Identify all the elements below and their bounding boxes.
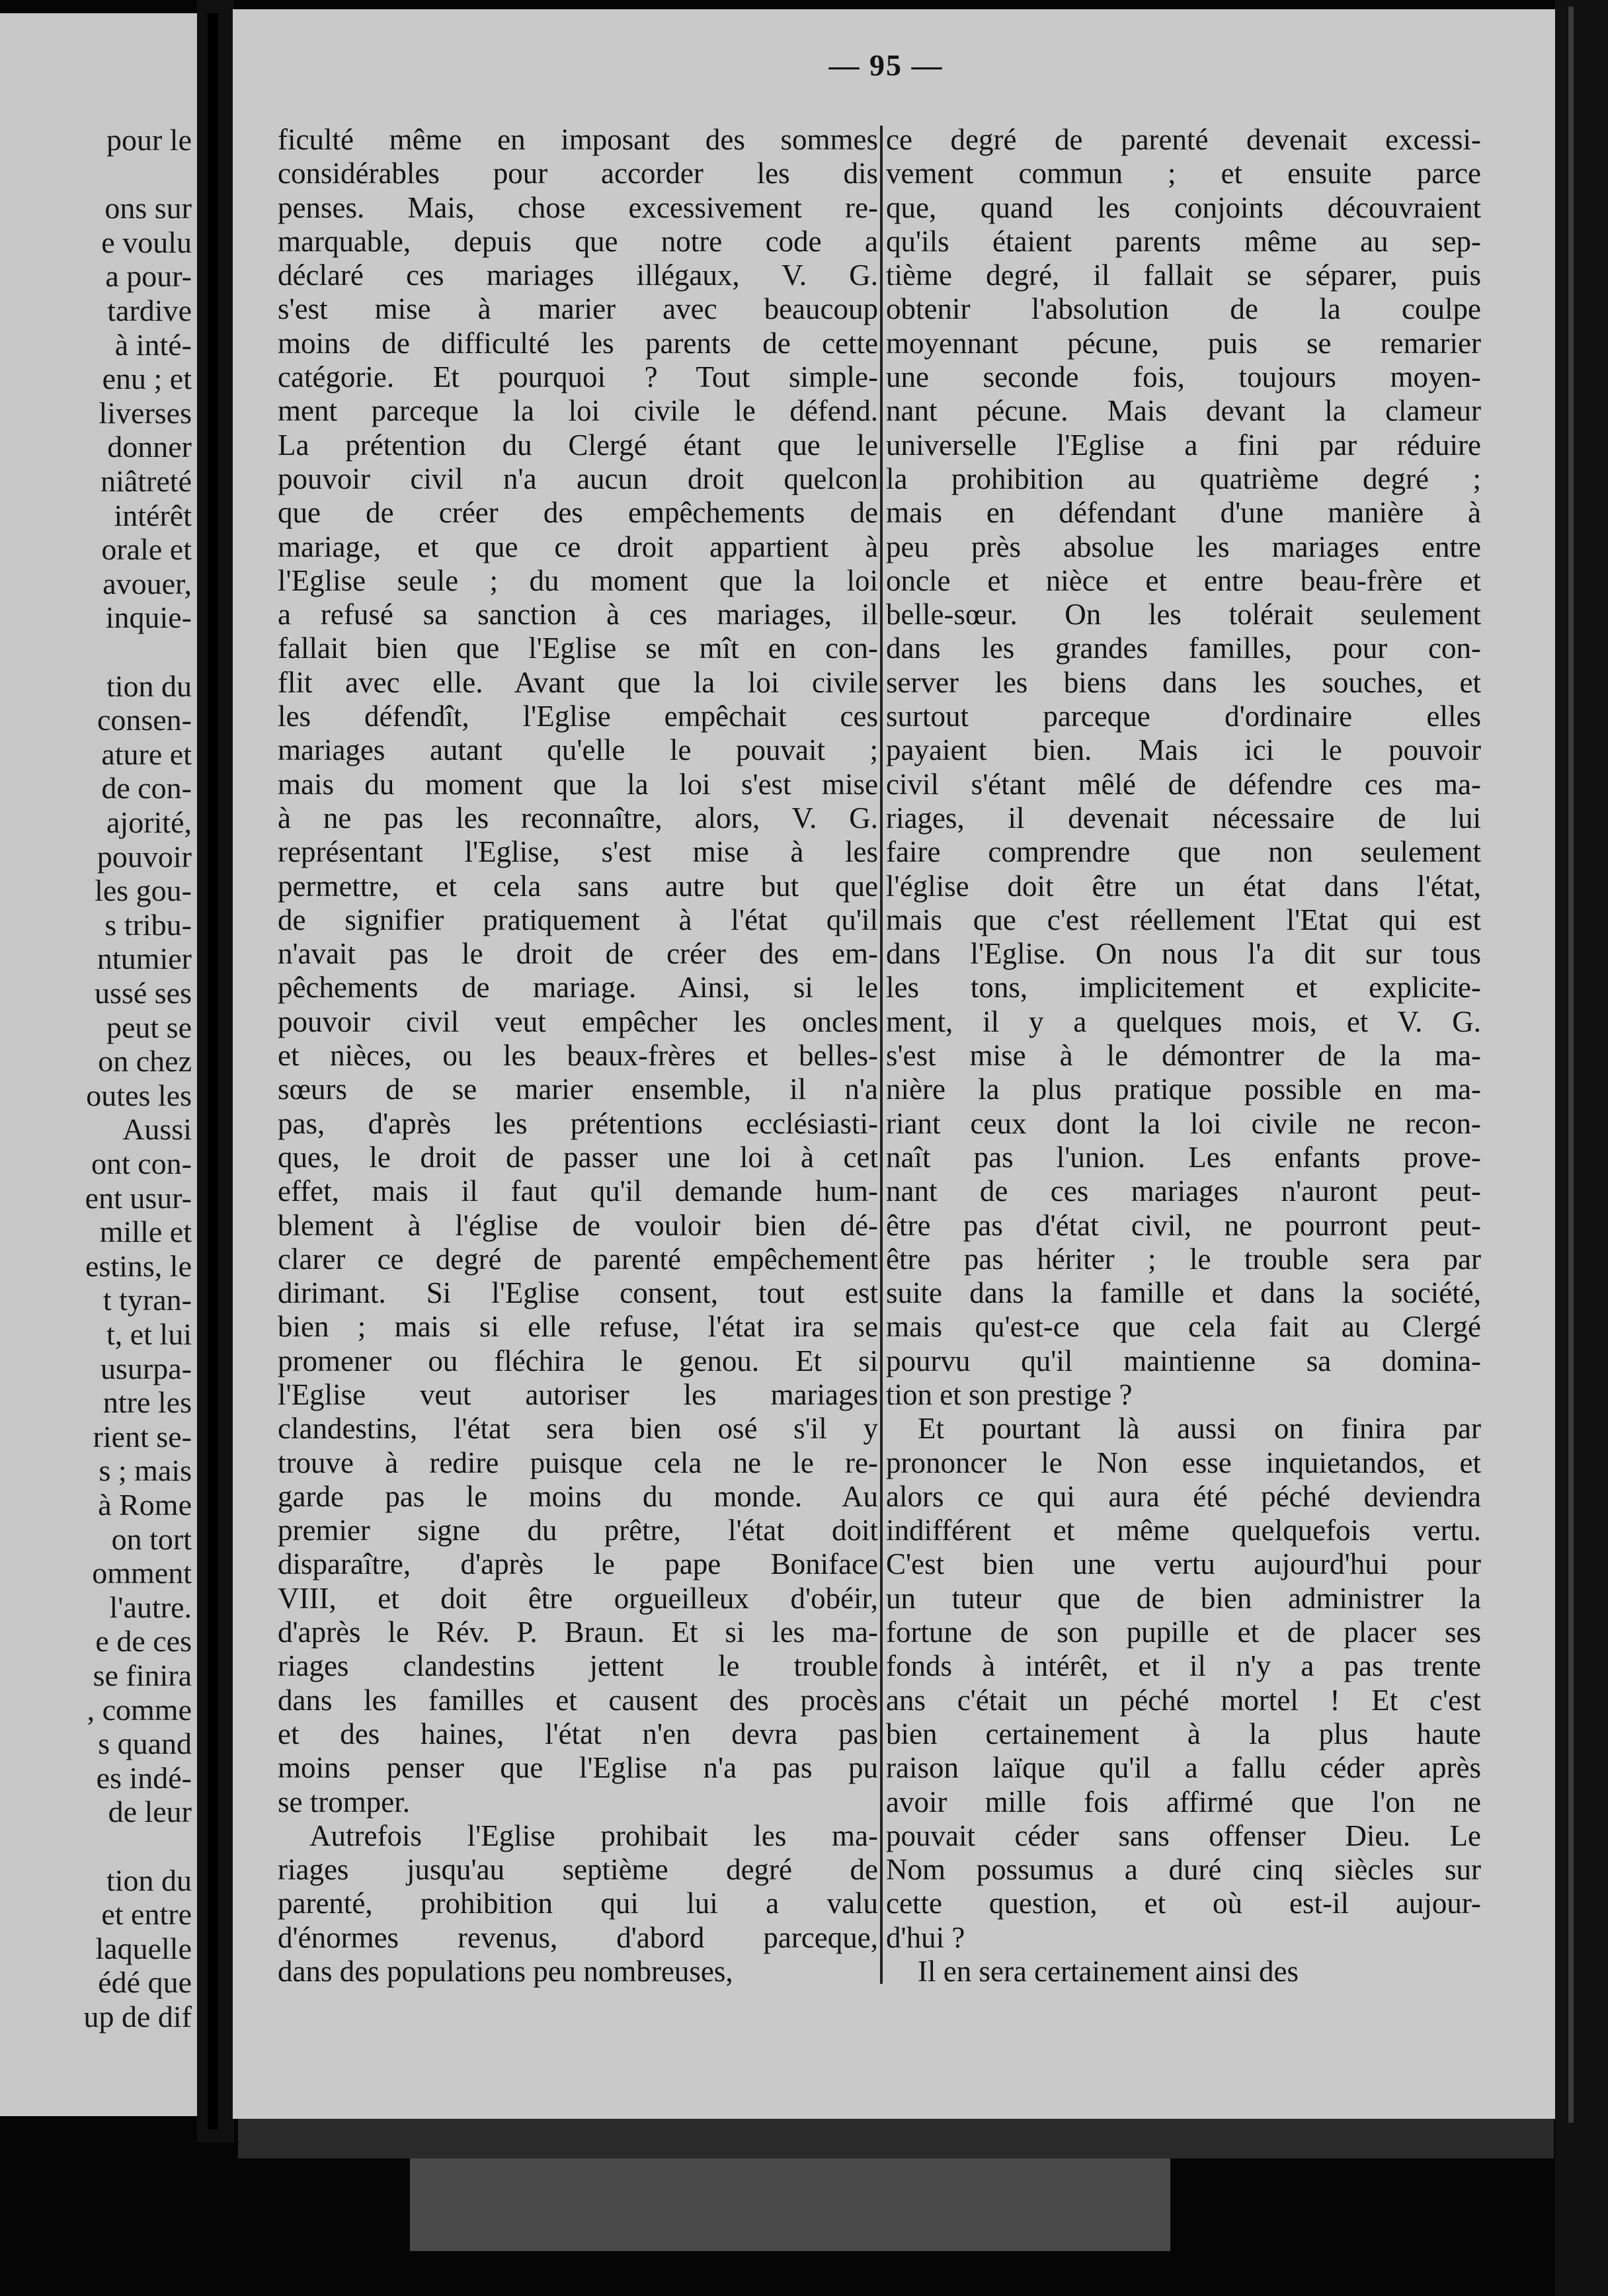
facing-page-line: consen- [97,703,192,737]
facing-page-line: es indé- [96,1760,192,1795]
facing-page-line: pour le [106,123,192,157]
text-line: moins penser que l'Eglise n'a pas pu [278,1751,878,1785]
text-line: ques, le droit de passer une loi à cet [278,1140,878,1174]
text-line: faire comprendre que non seulement [886,835,1481,869]
text-line: alors ce qui aura été péché deviendra [886,1479,1481,1513]
facing-page-line: de leur [108,1795,192,1829]
text-line: de signifier pratiquement à l'état qu'il [278,903,878,936]
facing-page-line: on tort [111,1522,192,1556]
text-line: tion et son prestige ? [886,1377,1133,1411]
text-line: peu près absolue les mariages entre [886,530,1481,563]
text-line: dans des populations peu nombreuses, [278,1955,733,1988]
text-line: Il en sera certainement ainsi des [918,1955,1299,1988]
text-line: pas, d'après les prétentions ecclésiasti- [278,1106,878,1140]
column-rule [880,126,883,1984]
facing-page-line: tardive [107,294,192,327]
text-line: d'après le Rév. P. Braun. Et si les ma- [278,1616,878,1649]
text-line: et des haines, l'état n'en devra pas [278,1717,878,1750]
text-line: ficulté même en imposant des sommes [278,123,878,156]
text-line: et nièces, ou les beaux-frères et belles- [278,1039,878,1073]
text-line: riages jusqu'au septième degré de [278,1853,878,1887]
facing-page-line: à inté- [114,327,192,362]
text-line: payaient bien. Mais ici le pouvoir [886,733,1481,767]
facing-page-line: s ; mais [99,1454,192,1488]
text-line: ans c'était un péché mortel ! Et c'est [886,1683,1481,1717]
text-line: promener ou fléchira le genou. Et si [278,1344,878,1377]
text-line: C'est bien une vertu aujourd'hui pour [886,1547,1481,1581]
text-line: flit avec elle. Avant que la loi civile [278,665,878,699]
text-line: pêchements de mariage. Ainsi, si le [278,971,878,1004]
text-line: riages clandestins jettent le trouble [278,1649,878,1683]
text-line: raison laïque qu'il a fallu céder après [886,1751,1481,1785]
text-line: server les biens dans les souches, et [886,665,1481,699]
text-line: d'hui ? [886,1920,965,1954]
page-number: — 95 — [828,48,944,82]
text-line: fonds à intérêt, et il n'y a pas trente [886,1649,1481,1683]
facing-page-line: usurpa- [100,1351,192,1385]
text-line: dans les grandes familles, pour con- [886,632,1481,665]
text-line: clandestins, l'état sera bien osé s'il y [278,1412,878,1446]
text-line: à ne pas les reconnaître, alors, V. G. [278,801,878,835]
text-line: Et pourtant là aussi on finira par [918,1412,1481,1446]
text-line: bien ; mais si elle refuse, l'état ira se [278,1310,878,1344]
facing-page-line: omment [92,1556,192,1590]
text-line: garde pas le moins du monde. Au [278,1479,878,1513]
text-line: fortune de son pupille et de placer ses [886,1616,1481,1649]
text-line: vement commun ; et ensuite parce [886,157,1481,190]
facing-page-line: de con- [101,771,192,805]
text-line: ce degré de parenté devenait excessi- [886,123,1481,156]
text-line: d'énormes revenus, d'abord parceque, [278,1920,878,1954]
facing-page-line: estins, le [85,1249,192,1283]
facing-page-line: inquie- [105,600,192,635]
text-line: suite dans la famille et dans la société, [886,1276,1481,1310]
text-line: moyennant pécune, puis se remarier [886,326,1481,360]
text-line: premier signe du prêtre, l'état doit [278,1514,878,1547]
facing-page-line: e voulu [101,225,192,259]
text-line: blement à l'église de vouloir bien dé- [278,1208,878,1242]
text-line: pouvoir civil n'a aucun droit quelcon [278,462,878,495]
facing-page-line: t tyran- [102,1283,192,1317]
facing-page-line: rient se- [93,1419,192,1454]
text-line: tième degré, il fallait se séparer, puis [886,259,1481,292]
text-line: les tons, implicitement et explicite- [886,971,1481,1004]
facing-page-line: a pour- [105,259,192,294]
text-line: mariage, et que ce droit appartient à [278,530,878,563]
text-line: la prohibition au quatrième degré ; [886,462,1481,495]
text-line: pouvait céder sans offenser Dieu. Le [886,1819,1481,1852]
facing-page-line: ent usur- [85,1180,192,1215]
text-line: surtout parceque d'ordinaire elles [886,700,1481,733]
facing-page-line: intérêt [114,498,192,532]
facing-page-line: à Rome [98,1488,192,1522]
text-line: pourvu qu'il maintienne sa domina- [886,1344,1481,1377]
text-line: dans l'Eglise. On nous l'a dit sur tous [886,937,1481,971]
text-line: cette question, et où est-il aujour- [886,1887,1481,1920]
gutter-rule [208,13,218,2129]
facing-page-line: ntre les [102,1385,192,1420]
text-line: riant ceux dont la loi civile ne recon- [886,1106,1481,1140]
right-edge-line [1568,7,1574,2123]
text-line: fallait bien que l'Eglise se mît en con- [278,632,878,665]
text-line: disparaître, d'après le pape Boniface [278,1547,878,1581]
text-line: l'église doit être un état dans l'état, [886,869,1481,903]
text-line: sœurs de se marier ensemble, il n'a [278,1073,878,1106]
facing-page-line: les gou- [95,874,192,908]
facing-page-line: ussé ses [95,976,192,1010]
facing-page-line: orale et [101,532,192,567]
text-line: nière la plus pratique possible en ma- [886,1073,1481,1106]
text-line: indifférent et même quelquefois vertu. [886,1514,1481,1547]
text-line: obtenir l'absolution de la coulpe [886,292,1481,326]
facing-page-line: s tribu- [104,907,192,942]
text-line: marquable, depuis que notre code a [278,224,878,258]
text-line: ment parceque la loi civile le défend. [278,394,878,428]
facing-page-line: donner [107,430,192,464]
text-line: civil s'étant mêlé de défendre ces ma- [886,767,1481,801]
facing-page-line: édé que [98,1965,192,2000]
text-line: être pas hériter ; le trouble sera par [886,1242,1481,1276]
facing-page-line: liverses [99,395,192,430]
facing-page-line: enu ; et [102,362,192,396]
text-line: VIII, et doit être orgueilleux d'obéir, [278,1581,878,1615]
facing-page-line: ntumier [97,942,192,976]
text-line: qu'ils étaient parents même au sep- [886,224,1481,258]
text-line: penses. Mais, chose excessivement re- [278,190,878,224]
text-line: universelle l'Eglise a fini par réduire [886,428,1481,462]
facing-page-line: tion du [106,1863,192,1897]
facing-page-line: l'autre. [109,1590,192,1624]
text-line: l'Eglise veut autoriser les mariages [278,1377,878,1411]
text-line: représentant l'Eglise, s'est mise à les [278,835,878,869]
text-line: oncle et nièce et entre beau-frère et [886,563,1481,597]
text-line: mariages autant qu'elle le pouvait ; [278,733,878,767]
text-line: se tromper. [278,1785,410,1819]
facing-page-line: outes les [86,1078,192,1112]
facing-page-line: et entre [101,1897,192,1932]
facing-page-line: ajorité, [106,805,192,839]
facing-page-line: tion du [106,669,192,703]
text-line: s'est mise à le démontrer de la ma- [886,1039,1481,1073]
facing-page-line: e de ces [95,1624,192,1659]
facing-page-line: s quand [98,1727,192,1761]
text-line: considérables pour accorder les dis [278,157,878,190]
text-line: clarer ce degré de parenté empêchement [278,1242,878,1276]
text-line: trouve à redire puisque cela ne le re- [278,1446,878,1479]
text-line: prononcer le Non esse inquietandos, et [886,1446,1481,1479]
facing-page-line: avouer, [102,566,192,600]
facing-page-line: laquelle [95,1931,192,1965]
text-line: moins de difficulté les parents de cette [278,326,878,360]
facing-page-line: ons sur [104,191,192,226]
facing-page-line: up de dif [83,2000,192,2033]
facing-page-line: peut se [106,1010,192,1044]
facing-page-line: pouvoir [97,839,192,874]
text-line: belle-sœur. On les tolérait seulement [886,598,1481,632]
text-line: La prétention du Clergé étant que le [278,428,878,462]
text-line: être pas d'état civil, ne pourront peut- [886,1208,1481,1242]
text-line: que de créer des empêchements de [278,496,878,530]
text-line: pouvoir civil veut empêcher les oncles [278,1004,878,1038]
text-line: dans les familles et causent des procès [278,1683,878,1717]
text-line: dirimant. Si l'Eglise consent, tout est [278,1276,878,1310]
text-line: bien certainement à la plus haute [886,1717,1481,1750]
page-bottom-shadow [238,2119,1554,2158]
text-line: mais en défendant d'une manière à [886,496,1481,530]
text-line: n'avait pas le droit de créer des em- [278,937,878,971]
text-line: ment, il y a quelques mois, et V. G. [886,1004,1481,1038]
facing-page-line: ont con- [91,1147,192,1180]
text-line: permettre, et cela sans autre but que [278,869,878,903]
page-underlay [410,2158,1170,2251]
text-line: mais qu'est-ce que cela fait au Clergé [886,1310,1481,1344]
facing-page-fragment [0,13,197,2116]
facing-page-line: , comme [87,1692,192,1727]
facing-page-line: niâtreté [100,464,192,498]
right-edge [1555,0,1608,2296]
text-line: déclaré ces mariages illégaux, V. G. [278,259,878,292]
text-column-2 [886,123,1481,1988]
text-line: une seconde fois, toujours moyen- [886,360,1481,394]
text-line: nant de ces mariages n'auront peut- [886,1174,1481,1208]
text-line: avoir mille fois affirmé que l'on ne [886,1785,1481,1819]
facing-page-line: Aussi [122,1112,192,1147]
text-line: catégorie. Et pourquoi ? Tout simple- [278,360,878,394]
text-line: riages, il devenait nécessaire de lui [886,801,1481,835]
facing-page-line: ature et [101,737,192,771]
text-line: les défendît, l'Eglise empêchait ces [278,700,878,733]
text-line: Autrefois l'Eglise prohibait les ma- [309,1819,878,1852]
text-line: un tuteur que de bien administrer la [886,1581,1481,1615]
text-line: effet, mais il faut qu'il demande hum- [278,1174,878,1208]
text-line: mais du moment que la loi s'est mise [278,767,878,801]
facing-page-line: on chez [98,1044,192,1079]
text-line: naît pas l'union. Les enfants prove- [886,1140,1481,1174]
text-line: a refusé sa sanction à ces mariages, il [278,598,878,632]
text-line: Nom possumus a duré cinq siècles sur [886,1853,1481,1887]
text-line: mais que c'est réellement l'Etat qui est [886,903,1481,936]
text-line: nant pécune. Mais devant la clameur [886,394,1481,428]
text-line: parenté, prohibition qui lui a valu [278,1887,878,1920]
facing-page-line: mille et [99,1215,192,1249]
text-column-1 [278,123,878,1988]
facing-page-line: se finira [93,1659,192,1692]
facing-page-line: t, et lui [106,1317,192,1351]
text-line: s'est mise à marier avec beaucoup [278,292,878,326]
text-line: l'Eglise seule ; du moment que la loi [278,563,878,597]
text-line: que, quand les conjoints découvraient [886,190,1481,224]
